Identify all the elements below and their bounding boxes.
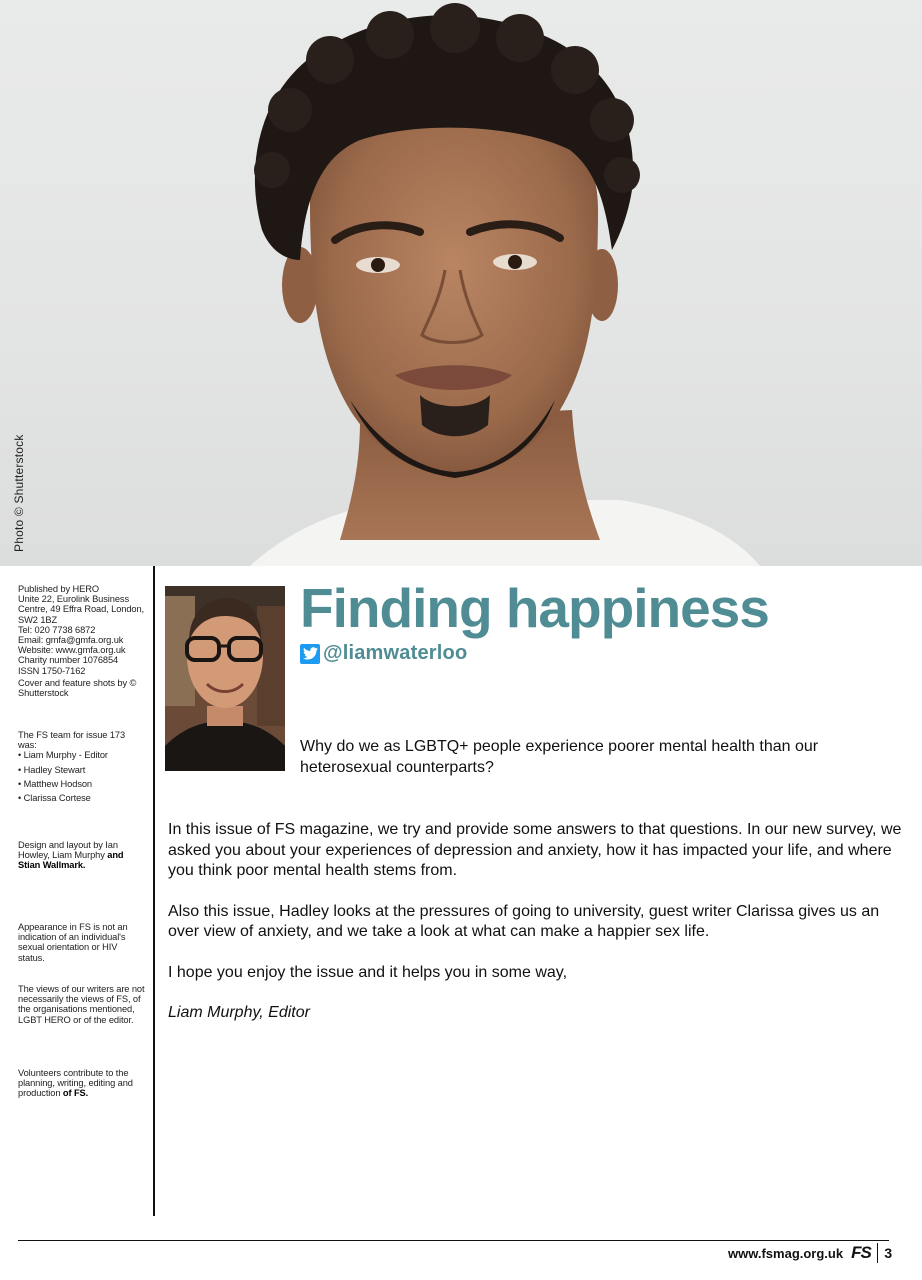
team-member: • Liam Murphy - Editor <box>18 750 146 760</box>
team-member: • Clarissa Cortese <box>18 793 146 803</box>
cover-credit-text: Cover and feature shots by © Shutterstock <box>18 678 137 699</box>
design-credit-and: and <box>104 850 124 861</box>
disclaimer-orientation <box>18 922 146 963</box>
design-credit-names: Design and layout by Ian Howley, Liam Murphy <box>18 840 118 861</box>
publisher-info <box>18 584 146 676</box>
fs-logo: FS <box>851 1243 871 1262</box>
editorial-body <box>168 820 904 1044</box>
team-member: • Matthew Hodson <box>18 779 146 789</box>
team-list <box>18 750 146 803</box>
body-paragraph: In this issue of FS magazine, we try and provide some answers to that questions. In our new survey, we asked you about your experiences of depression and anxiety, how it has impacted your life, and where you think poor mental health stems from. <box>168 821 902 879</box>
intro-question: Why do we as LGBTQ+ people experience poorer mental health than our heterosexual counterparts? <box>300 738 819 776</box>
disclaimer-views <box>18 984 146 1025</box>
team-intro: The FS team for issue 173 was: <box>18 730 126 751</box>
twitter-handle: @liamwaterloo <box>323 642 468 664</box>
team-block <box>18 730 146 807</box>
body-paragraph: I hope you enjoy the issue and it helps you in some way, <box>168 963 568 981</box>
twitter-bird-icon <box>300 644 320 664</box>
volunteers-end: of FS. <box>62 1088 89 1099</box>
team-member: • Hadley Stewart <box>18 765 146 775</box>
portrait-illustration <box>0 0 922 566</box>
page-title: Finding happiness <box>300 577 769 639</box>
design-credit <box>18 840 146 871</box>
twitter-link[interactable] <box>300 642 467 665</box>
volunteers-note <box>18 1068 146 1099</box>
disclaimer-orientation-text: Appearance in FS is not an indication of an individual's sexual orientation or HIV status. <box>18 922 128 963</box>
disclaimer-views-text: The views of our writers are not necessarily the views of FS, of the organisations mentioned, LGBT HERO or of the editor. <box>18 984 145 1025</box>
design-credit-last: Stian Wallmark. <box>18 860 86 871</box>
editor-signature: Liam Murphy, Editor <box>168 1004 310 1021</box>
body-paragraph: Also this issue, Hadley looks at the pressures of going to university, guest writer Clarissa gives us an over view of anxiety, and we take a look at what can make a happier sex life. <box>168 902 880 940</box>
footer-website-link[interactable]: www.fsmag.org.uk <box>728 1245 844 1261</box>
cover-credit <box>18 678 146 698</box>
design-credit-text <box>18 840 146 871</box>
photo-credit: Photo © Shutterstock <box>12 434 26 552</box>
publisher-text: Published by HERO Unite 22, Eurolink Business Centre, 49 Effra Road, London, SW2 1BZ Tel: 020 7738 6872 Email: gmfa@gmfa.org.uk Website: www.gmfa.org.uk Charity number 1076854 ISSN 1750-7162 <box>18 584 145 676</box>
volunteers-text <box>18 1068 146 1099</box>
page-number: 3 <box>884 1245 893 1261</box>
editor-avatar <box>165 586 285 771</box>
hero-photo <box>0 0 922 566</box>
page-footer <box>728 1243 892 1263</box>
sidebar-divider <box>153 566 155 1216</box>
footer-rule <box>18 1240 889 1241</box>
footer-separator <box>877 1243 879 1263</box>
editor-portrait-illustration <box>165 586 285 771</box>
volunteers-body: Volunteers contribute to the planning, writing, editing and production <box>18 1068 133 1099</box>
